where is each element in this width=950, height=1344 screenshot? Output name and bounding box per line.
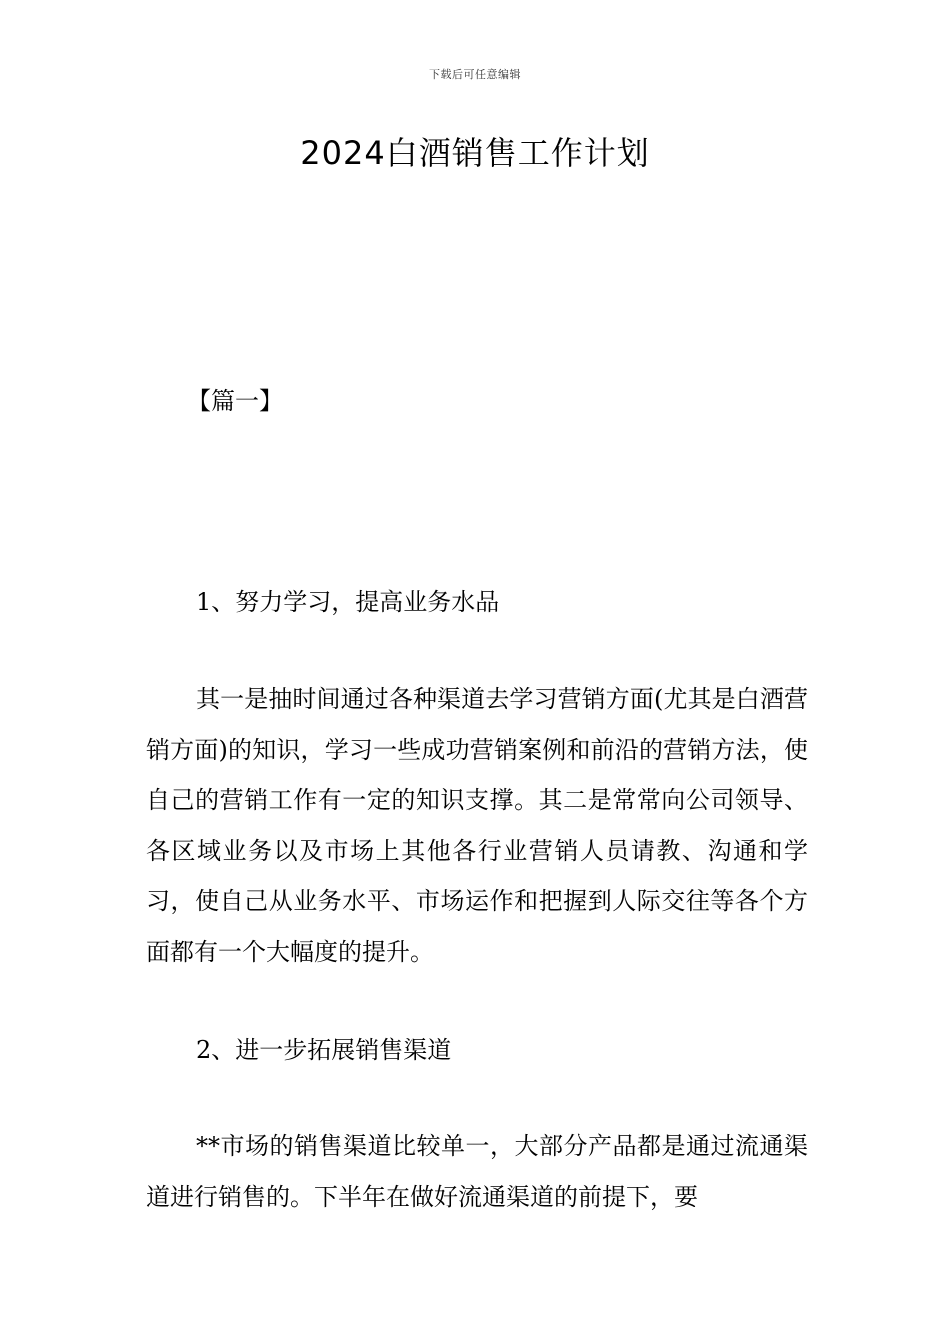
section-paragraph-2: **市场的销售渠道比较单一，大部分产品都是通过流通渠道进行销售的。下半年在做好流通渠道的前提下，要 <box>146 1132 808 1211</box>
document-title: 2024白酒销售工作计划 <box>300 134 650 172</box>
section-paragraph-1: 其一是抽时间通过各种渠道去学习营销方面(尤其是白酒营销方面)的知识，学习一些成功营销案例和前沿的营销方法，使自己的营销工作有一定的知识支撑。其二是常常向公司领导、各区域业务以及市场上其他各行业营销人员请教、沟通和学习，使自己从业务水平、市场运作和把握到人际交往等各个方面都有一个大幅度的提升。 <box>146 685 808 966</box>
section-marker: 【篇一】 <box>187 387 283 415</box>
header-note: 下载后可任意编辑 <box>429 68 521 81</box>
section-heading-1: 1、努力学习，提高业务水品 <box>196 588 500 616</box>
section-heading-2: 2、进一步拓展销售渠道 <box>196 1036 452 1064</box>
